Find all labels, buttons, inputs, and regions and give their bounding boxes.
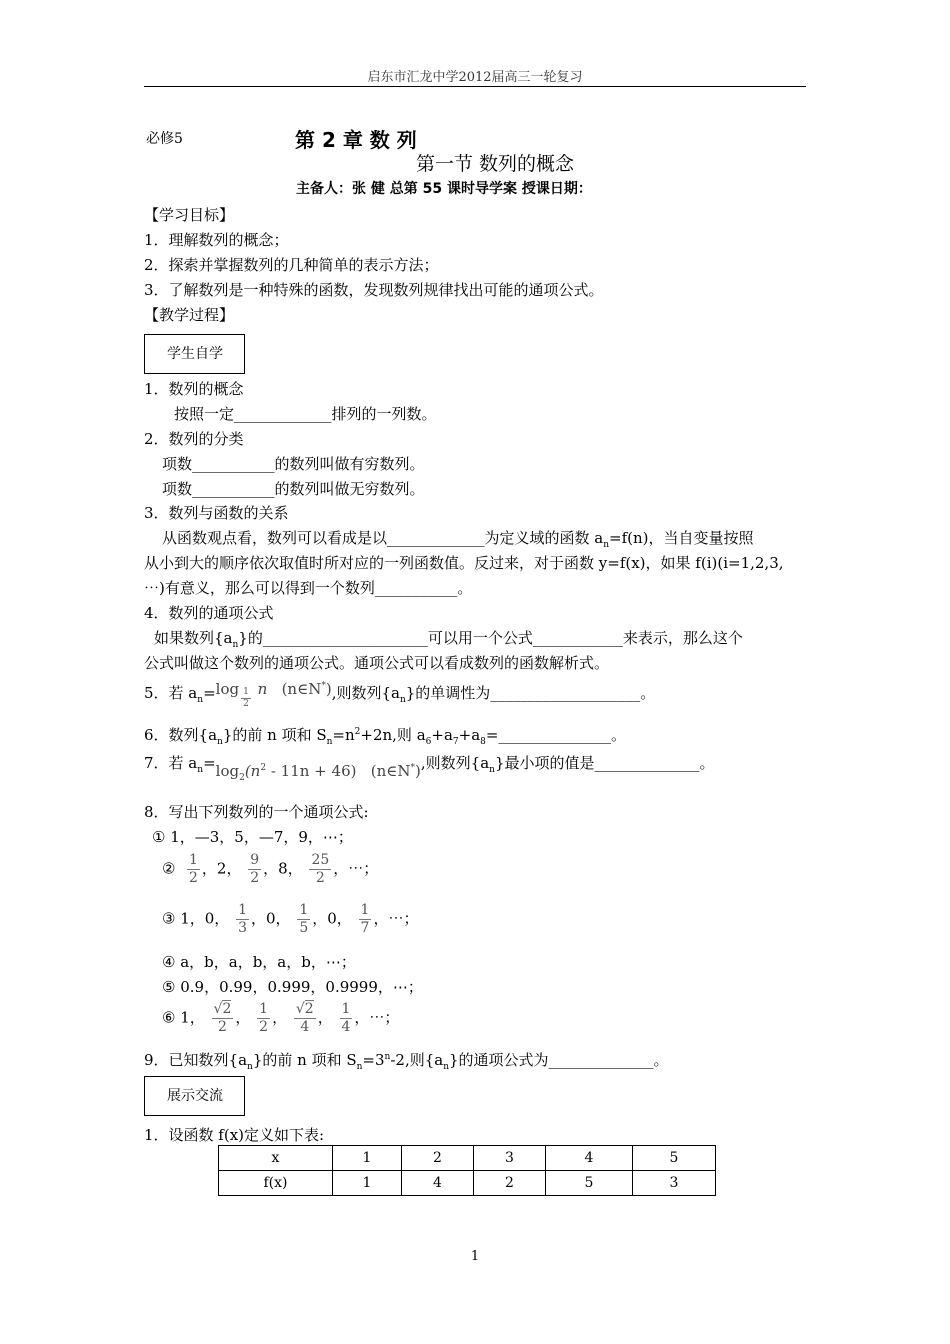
q8-seq-4: ④ a，b，a，b，a，b，⋯； bbox=[162, 953, 356, 971]
page-header: 启东市汇龙中学2012届高三一轮复习 bbox=[367, 70, 583, 85]
q3-line-a: 从函数观点看，数列可以看成是以_____________为定义域的函数 $a_n=f(n)$，当自变量按照 bbox=[162, 529, 754, 550]
q5-line: 5．若 $a_n=\log$ $\frac{1}{2}$ n (n∈N*),则数列$\{a_n\}$的单调性为____________________。 bbox=[144, 680, 656, 709]
header-rule bbox=[144, 86, 806, 87]
goals-heading: 【学习目标】 bbox=[144, 206, 235, 224]
table-row bbox=[219, 1146, 716, 1171]
table-cell: 3 bbox=[633, 1171, 716, 1196]
section-title: 第一节 数列的概念 bbox=[415, 153, 575, 175]
q8-seq-2: ② $\frac{1}{2}$ ，2， $\frac{9}{2}$ ，8， $\frac{25}{2}$ ，⋯； bbox=[162, 852, 379, 886]
q1-title: 1．数列的概念 bbox=[144, 380, 244, 398]
process-heading: 【教学过程】 bbox=[144, 306, 235, 324]
table-cell: 5 bbox=[633, 1146, 716, 1171]
q8-seq-5: ⑤ 0.9，0.99，0.999，0.9999，⋯； bbox=[162, 978, 423, 996]
table-cell: 1 bbox=[333, 1171, 402, 1196]
table-cell: 2 bbox=[402, 1146, 474, 1171]
q4-line-a: 如果数列$\{a_n\}$的______________________可以用一个公式____________来表示，那么这个 bbox=[154, 629, 743, 650]
self-study-label: 学生自学 bbox=[167, 346, 223, 362]
meta-line: 主备人：张 健 总第 55 课时导学案 授课日期： bbox=[296, 181, 592, 197]
q1-line: 按照一定_____________排列的一列数。 bbox=[174, 405, 437, 423]
exchange-box bbox=[144, 1076, 245, 1116]
exchange-label: 展示交流 bbox=[167, 1088, 223, 1104]
goal-item-3: 3．了解数列是一种特殊的函数，发现数列规律找出可能的通项公式。 bbox=[144, 281, 604, 299]
goal-item-1: 1．理解数列的概念； bbox=[144, 231, 289, 249]
q7-line: 7．若 $a_n=\log_2(n^2 - 11n + 46)$ (n∈N*),则数列$\{a_n\}$最小项的值是______________。 bbox=[144, 754, 715, 783]
table-cell: 4 bbox=[546, 1146, 633, 1171]
q3-line-b: 从小到大的顺序依次取值时所对应的一列函数值。反过来，对于函数 y=f(x)，如果 f(i)(i=1,2,3, bbox=[144, 554, 784, 572]
q2-line-a: 项数___________的数列叫做有穷数列。 bbox=[162, 455, 425, 473]
self-study-box bbox=[144, 334, 245, 374]
q3-title: 3．数列与函数的关系 bbox=[144, 504, 289, 522]
table-row bbox=[219, 1171, 716, 1196]
q4-line-b: 公式叫做这个数列的通项公式。通项公式可以看成数列的函数解析式。 bbox=[144, 654, 610, 672]
table-cell: 4 bbox=[402, 1171, 474, 1196]
table-cell: 2 bbox=[474, 1171, 546, 1196]
q3-line-c: ⋯)有意义，那么可以得到一个数列___________。 bbox=[144, 579, 473, 597]
goal-item-2: 2．探索并掌握数列的几种简单的表示方法； bbox=[144, 256, 439, 274]
table-cell: 1 bbox=[333, 1146, 402, 1171]
q6-line: 6．数列$\{a_n\}$的前 n 项和 $S_n=n^2+2n$,则 $a_6+a_7+a_8=\_\_\_\_\_\_\_\_\_\_\_\_\_\_\_$。 bbox=[144, 726, 626, 747]
q8-seq-3: ③ 1，0， $\frac{1}{3}$ ，0， $\frac{1}{5}$ ，0， $\frac{1}{7}$ ，⋯； bbox=[162, 902, 419, 936]
chapter-title: 第 2 章 数 列 bbox=[295, 128, 417, 152]
exchange-item-1: 1．设函数 f(x)定义如下表: bbox=[144, 1126, 325, 1144]
q2-title: 2．数列的分类 bbox=[144, 430, 244, 448]
q8-title: 8．写出下列数列的一个通项公式: bbox=[144, 803, 369, 821]
q9-line: 9．已知数列$\{a_n\}$的前 n 项和 $S_n=3^n-2$,则$\{a_n\}$的通项公式为______________。 bbox=[144, 1051, 669, 1072]
function-table bbox=[218, 1145, 716, 1196]
course-label: 必修5 bbox=[146, 131, 183, 147]
table-cell: f(x) bbox=[219, 1171, 333, 1196]
table-cell: 3 bbox=[474, 1146, 546, 1171]
table-cell: x bbox=[219, 1146, 333, 1171]
q2-line-b: 项数___________的数列叫做无穷数列。 bbox=[162, 480, 425, 498]
q8-seq-6: ⑥ 1， $\frac{√2}{2}$ ， $\frac{1}{2}$ ， $\frac{√2}{4}$ ， $\frac{1}{4}$ ，⋯； bbox=[162, 1001, 400, 1035]
page-number: 1 bbox=[470, 1249, 480, 1264]
q4-title: 4．数列的通项公式 bbox=[144, 604, 274, 622]
q8-seq-1: ① 1，—3，5，—7，9，⋯； bbox=[152, 828, 353, 846]
table-cell: 5 bbox=[546, 1171, 633, 1196]
